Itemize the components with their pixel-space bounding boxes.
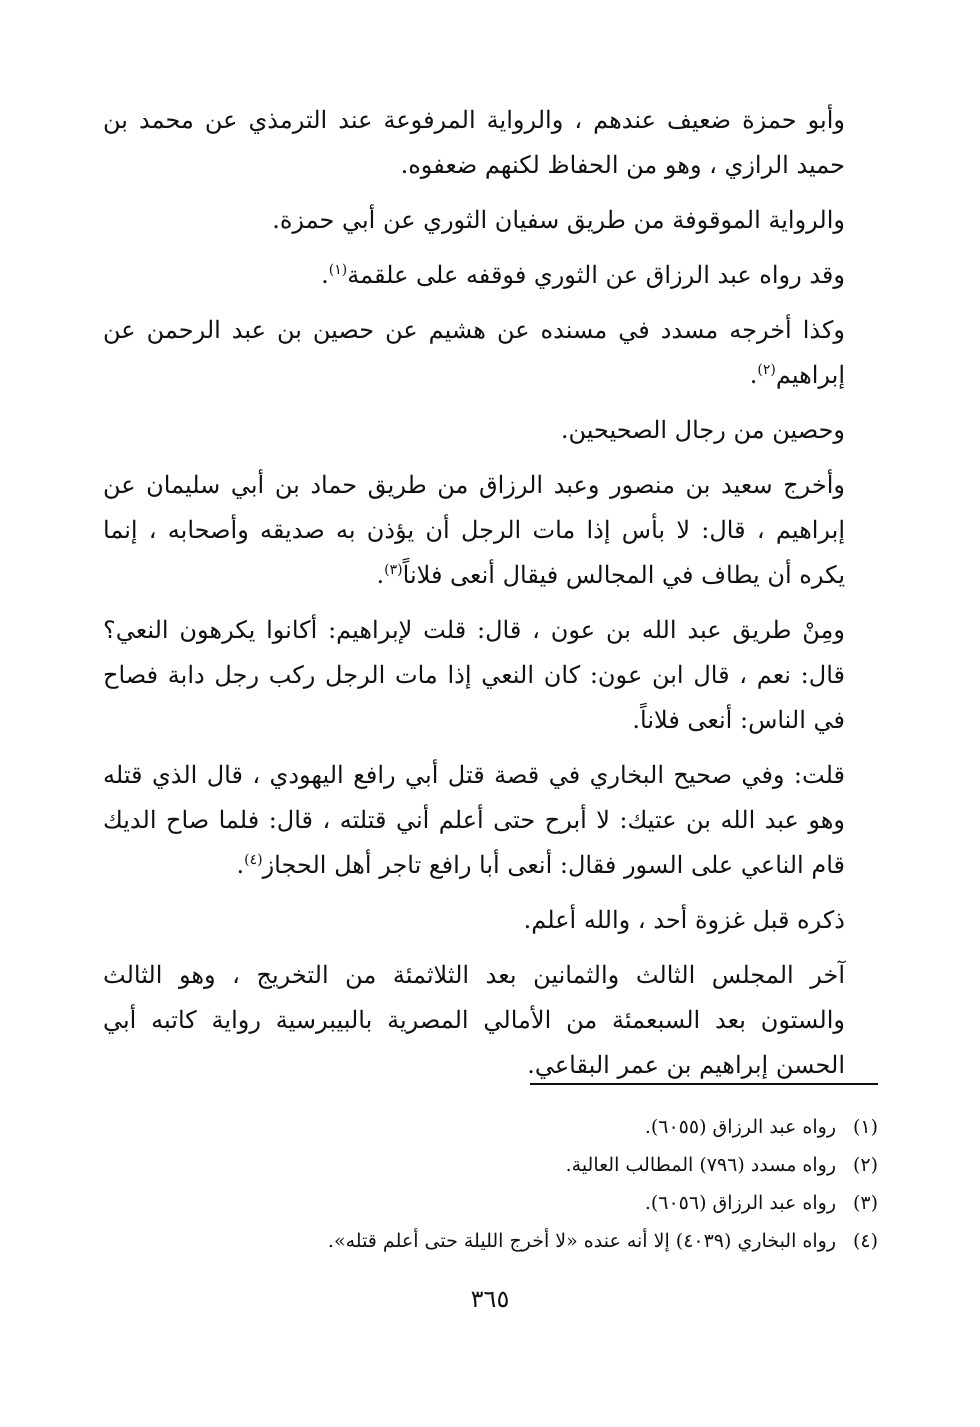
paragraph: وأبو حمزة ضعيف عندهم ، والرواية المرفوعة عند الترمذي عن محمد بن حميد الرازي ، وهو من الحفاظ لكنهم ضعفوه. — [103, 106, 845, 179]
footnote-number: (٢) — [852, 1154, 878, 1176]
footnote-number: (٤) — [852, 1230, 878, 1252]
footnote — [103, 1184, 878, 1222]
paragraph: ومِنْ طريق عبد الله بن عون ، قال: قلت لإبراهيم: أكانوا يكرهون النعي؟ قال: نعم ، قال ابن عون: كان النعي إذا مات الرجل ركب رجل دابة فصاح في الناس: أنعى فلاناً. — [103, 616, 845, 734]
footnote-text: رواه عبد الرزاق (٦٠٥٦). — [644, 1192, 836, 1214]
paragraph: وحصين من رجال الصحيحين. — [560, 416, 845, 444]
footnotes — [103, 1108, 878, 1260]
footnote — [103, 1146, 878, 1184]
paragraph: قلت: وفي صحيح البخاري في قصة قتل أبي رافع اليهودي ، قال الذي قتله وهو عبد الله بن عتيك: لا أبرح حتى أعلم أني قتلته ، قال: فلما صاح الديك قام الناعي على السور فقال: أنعى أبا رافع تاجر أهل الحجاز$^{(٤)}$. — [103, 761, 845, 879]
paragraph: وقد رواه عبد الرزاق عن الثوري فوقفه على علقمة$^{(١)}$. — [321, 261, 845, 289]
footnote — [103, 1222, 878, 1260]
footnote-ref: (٣) — [384, 562, 403, 578]
footnote-number: (١) — [852, 1116, 878, 1138]
main-text — [103, 98, 845, 1098]
footnote-ref: (٤) — [244, 852, 263, 868]
footnote-number: (٣) — [852, 1192, 878, 1214]
paragraph: ذكره قبل غزوة أحد ، والله أعلم. — [523, 906, 845, 934]
footnote-text: رواه مسدد (٧٩٦) المطالب العالية. — [565, 1154, 836, 1176]
footnote-separator — [530, 1083, 878, 1085]
paragraph: وكذا أخرجه مسدد في مسنده عن هشيم عن حصين بن عبد الرحمن عن إبراهيم$^{(٢)}$. — [103, 316, 845, 389]
page-number: ٣٦٥ — [470, 1285, 510, 1313]
paragraph: والرواية الموقوفة من طريق سفيان الثوري عن أبي حمزة. — [272, 206, 845, 234]
footnote — [103, 1108, 878, 1146]
footnote-text: رواه البخاري (٤٠٣٩) إلا أنه عنده «لا أخرج الليلة حتى أعلم قتله». — [327, 1230, 836, 1252]
paragraph: وأخرج سعيد بن منصور وعبد الرزاق من طريق حماد بن أبي سليمان عن إبراهيم ، قال: لا بأس إذا مات الرجل أن يؤذن به صديقه وأصحابه ، إنما يكره أن يطاف في المجالس فيقال أنعى فلاناً$^{(٣)}$. — [103, 471, 845, 589]
footnote-ref: (١) — [328, 262, 348, 278]
paragraph: آخر المجلس الثالث والثمانين بعد الثلاثمئة من التخريج ، وهو الثالث والستون بعد السبعمئة من الأمالي المصرية بالبيبرسية رواية كاتبه أبي الحسن إبراهيم بن عمر البقاعي. — [103, 961, 845, 1079]
footnote-text: رواه عبد الرزاق (٦٠٥٥). — [644, 1116, 836, 1138]
footnote-ref: (٢) — [757, 362, 776, 378]
